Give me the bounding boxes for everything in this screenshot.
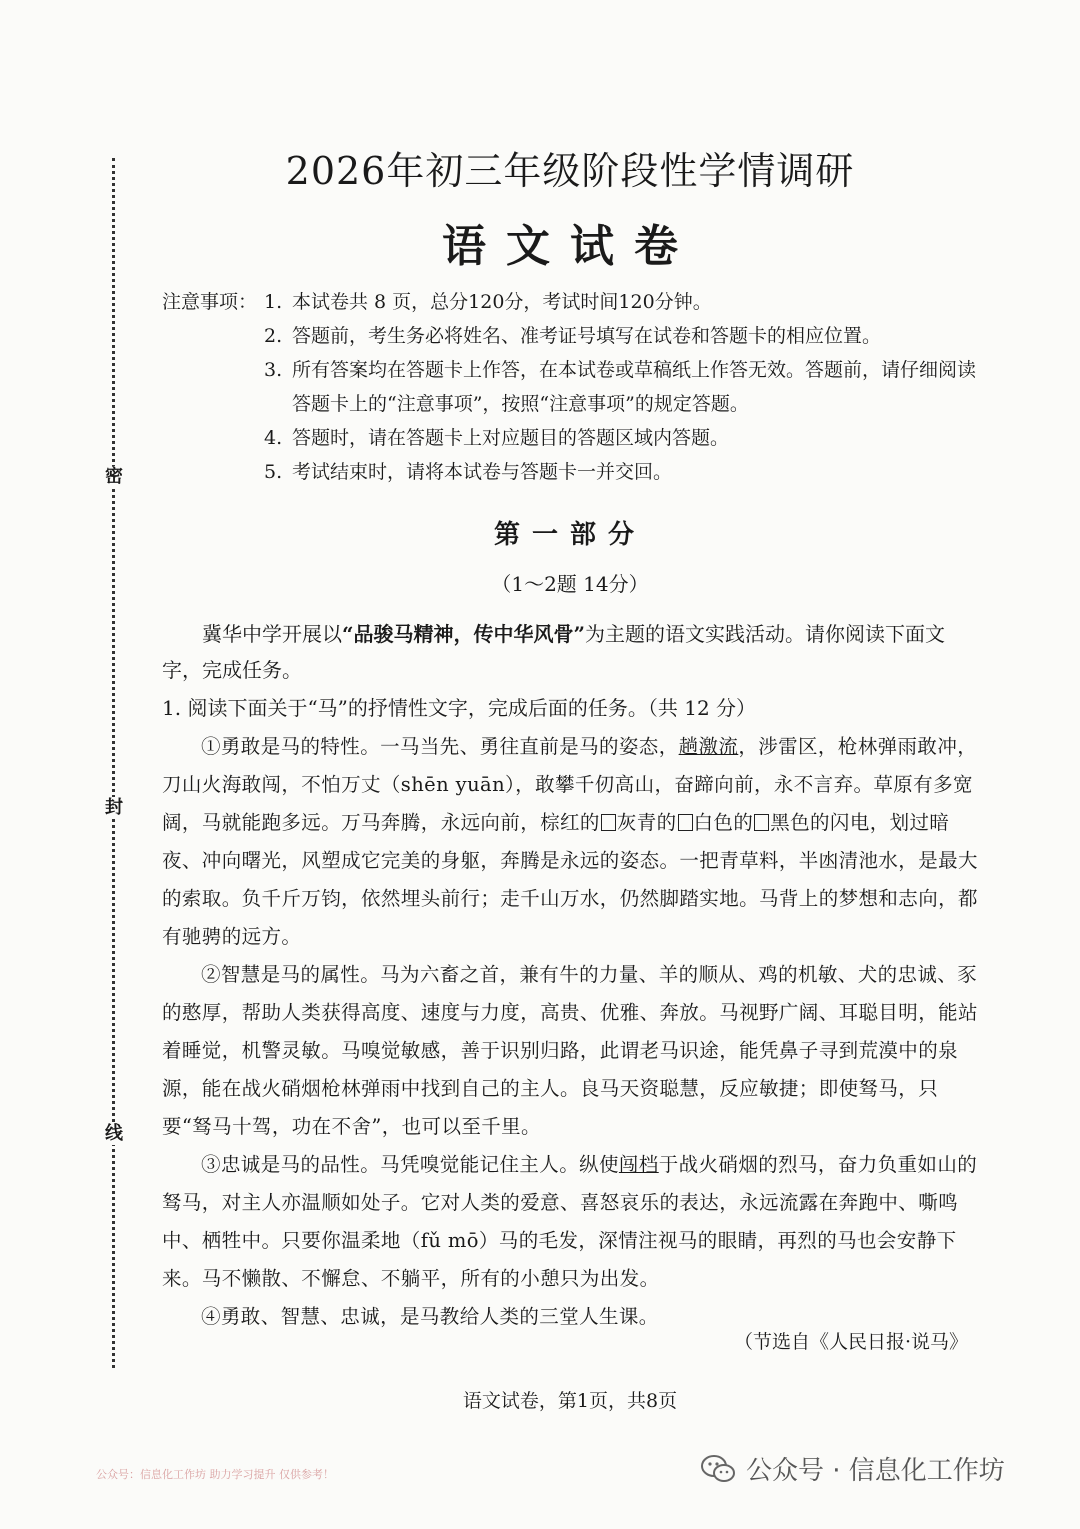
notice-item: 4. 答题时，请在答题卡上对应题目的答题区域内答题。 bbox=[264, 427, 730, 449]
underlined-word: 趟激流 bbox=[678, 735, 739, 758]
binding-char-feng: 封 bbox=[105, 797, 123, 818]
wechat-icon bbox=[700, 1454, 736, 1484]
notice-label: 注意事项： bbox=[162, 291, 258, 313]
binding-char-xian: 线 bbox=[105, 1123, 123, 1144]
blank-box bbox=[754, 814, 769, 831]
activity-intro: 冀华中学开展以“品骏马精神，传中华风骨”为主题的语文实践活动。请你阅读下面文字，完成任务。 bbox=[162, 622, 946, 682]
passage-paragraph-4: ④勇敢、智慧、忠诚，是马教给人类的三堂人生课。 bbox=[201, 1305, 659, 1328]
underlined-word: 闯档 bbox=[618, 1153, 659, 1176]
notice-section bbox=[162, 285, 992, 489]
blank-box bbox=[601, 814, 616, 831]
binding-char-mi: 密 bbox=[105, 466, 123, 487]
activity-theme: “品骏马精神，传中华风骨” bbox=[342, 622, 586, 646]
passage-paragraph-3: ③忠诚是马的品性。马凭嗅觉能记住主人。纵使闯档于战火硝烟的烈马，奋力负重如山的驽马，对主人亦温顺如处子。它对人类的爱意、喜怒哀乐的表达，永远流露在奔跑中、嘶鸣中、栖牲中。只要你温柔地（fǔ mō）马的毛发，深情注视马的眼睛，再烈的马也会安静下来。马不懒散、不懈怠、不躺平，所有的小憩只为出发。 bbox=[162, 1153, 978, 1290]
passage-paragraph-1: ①勇敢是马的特性。一马当先、勇往直前是马的姿态，趟激流，涉雷区，枪林弹雨敢冲，刀山火海敢闯，不怕万丈（shēn yuān），敢攀千仞高山，奋蹄向前，永不言弃。草原有多宽阔，马就能跑多远。万马奔腾，永远向前，棕红的 灰青的 白色的 黑色的闪电，划过暗夜、冲向曙光，风塑成它完美的身躯，奔腾是永远的姿态。一把青草料，半凼清池水，是最大的索取。负千斤万钧，依然埋头前行；走千山万水，仍然脚踏实地。马背上的梦想和志向，都有驰骋的远方。 bbox=[162, 735, 978, 948]
part-subtitle: （1～2题 14分） bbox=[491, 572, 649, 596]
notice-item: 5. 考试结束时，请将本试卷与答题卡一并交回。 bbox=[264, 461, 673, 483]
watermark-left: 公众号：信息化工作坊 助力学习提升 仅供参考！ bbox=[96, 1468, 334, 1481]
passage-paragraph-2: ②智慧是马的属性。马为六畜之首，兼有牛的力量、羊的顺从、鸡的机敏、犬的忠诚、豕的憨厚，帮助人类获得高度、速度与力度，高贵、优雅、奔放。马视野广阔、耳聪目明，能站着睡觉，机警灵敏。马嗅觉敏感，善于识别归路，此谓老马识途，能凭鼻子寻到荒漠中的泉源，能在战火硝烟枪林弹雨中找到自己的主人。良马天资聪慧，反应敏捷；即使驽马，只要“驽马十驾，功在不舍”，也可以至千里。 bbox=[162, 963, 978, 1138]
part-title: 第一部分 bbox=[493, 520, 646, 550]
blank-box bbox=[678, 814, 693, 831]
subject-title: 语文试卷 bbox=[442, 221, 698, 272]
notice-list bbox=[162, 285, 992, 489]
exam-title: 2026年初三年级阶段性学情调研 bbox=[285, 149, 855, 193]
notice-item: 2. 答题前，考生务必将姓名、准考证号填写在试卷和答题卡的相应位置。 bbox=[264, 325, 882, 347]
watermark-right: 公众号 · 信息化工作坊 bbox=[700, 1450, 1005, 1487]
notice-item: 3. 所有答案均在答题卡上作答，在本试卷或草稿纸上作答无效。答题前，请仔细阅读答题卡上的“注意事项”，按照“注意事项”的规定答题。 bbox=[264, 359, 977, 415]
question-1-stem: 1. 阅读下面关于“马”的抒情性文字，完成后面的任务。（共 12 分） bbox=[162, 696, 757, 720]
passage-source: （节选自《人民日报·说马》 bbox=[733, 1331, 968, 1353]
reading-passage bbox=[162, 728, 980, 1336]
binding-line bbox=[112, 158, 115, 1368]
notice-item: 1. 本试卷共 8 页，总分120分，考试时间120分钟。 bbox=[264, 291, 712, 313]
page-footer: 语文试卷，第1页，共8页 bbox=[462, 1390, 678, 1412]
